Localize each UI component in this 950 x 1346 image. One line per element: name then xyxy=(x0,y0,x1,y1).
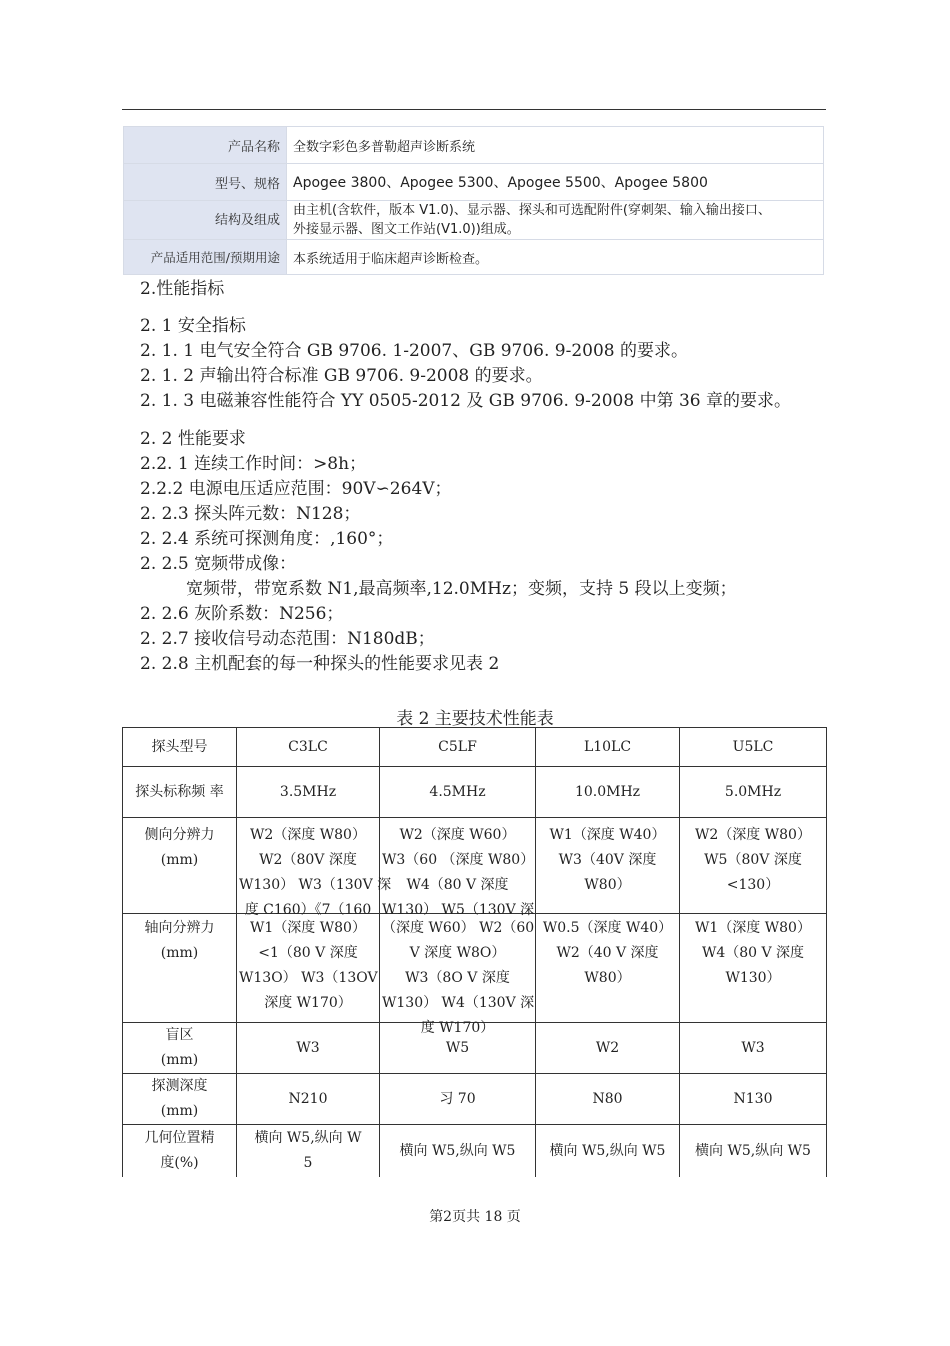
info-label: 产品名称 xyxy=(124,127,287,164)
info-value-line: 外接显示器、图文工作站(V1.0))组成。 xyxy=(293,222,520,237)
table-cell xyxy=(237,1074,380,1125)
table-cell xyxy=(536,1074,680,1125)
cell-line: 度 C160）《7（160 xyxy=(244,901,372,918)
cell-content xyxy=(538,823,677,909)
body-line: 2. 2.6 灰阶系数：N256； xyxy=(140,604,344,624)
cell-line: W13O） W3（13OV xyxy=(239,970,378,986)
cell-line: 5 xyxy=(303,1155,313,1171)
table-row xyxy=(123,818,827,914)
row-label-cell xyxy=(123,914,237,1023)
cell-line: W2（40 V 深度 xyxy=(556,945,659,961)
cell-line: W3（60 （深度 W80） xyxy=(382,851,535,868)
cell-line: W0.5（深度 W40） xyxy=(542,920,673,936)
cell-line: 5.0MHz xyxy=(724,783,782,800)
table-caption: 表 2 主要技术性能表 xyxy=(396,709,554,729)
cell-line: 横向 W5,纵向 W5 xyxy=(549,1142,666,1159)
body-line: 2. 2.5 宽频带成像： xyxy=(140,554,297,574)
cell-line: 横向 W5,纵向 W5 xyxy=(399,1142,516,1159)
table-cell xyxy=(536,1023,680,1074)
cell-content xyxy=(382,780,533,805)
cell-content xyxy=(239,1036,377,1061)
cell-line: W5 xyxy=(445,1039,470,1056)
table-cell xyxy=(680,767,827,818)
cell-line: W3 xyxy=(741,1039,765,1056)
cell-line: W1（深度 W40） xyxy=(549,826,666,843)
cell-line: 10.0MHz xyxy=(574,783,641,800)
page-footer: 第2页共 18 页 xyxy=(429,1209,521,1225)
table-header-row xyxy=(123,728,827,767)
cell-content xyxy=(239,1126,377,1176)
cell-content xyxy=(382,916,535,1036)
table-cell xyxy=(680,1074,827,1125)
cell-line: 习 70 xyxy=(439,1090,476,1107)
info-value-line: 本系统适用于临床超声诊断检查。 xyxy=(293,251,489,267)
cell-line: 盲区 xyxy=(165,1027,194,1043)
cell-content xyxy=(125,1126,234,1176)
cell-content xyxy=(125,916,234,1020)
body-line: 宽频带，带宽系数 N1,最高频率,12.0MHz；变频，支持 5 段以上变频； xyxy=(186,579,737,599)
cell-line: 4.5MHz xyxy=(429,783,486,800)
cell-line: 横向 W5,纵向 W xyxy=(254,1130,362,1146)
body-line: 2. 2.7 接收信号动态范围：N180dB； xyxy=(140,629,435,649)
table-cell xyxy=(380,1074,536,1125)
header-cell: 探头型号 xyxy=(123,728,237,767)
cell-content xyxy=(382,1036,533,1061)
body-line: 2.2.2 电源电压适应范围：90V∽264V； xyxy=(140,479,452,499)
table-cell xyxy=(536,767,680,818)
table-row xyxy=(123,1074,827,1125)
table-cell xyxy=(680,1125,827,1178)
cell-line: W130） W3（130V 深 xyxy=(239,876,392,893)
table-cell xyxy=(680,914,827,1023)
cell-content xyxy=(382,823,535,918)
cell-line: <1（80 V 深度 xyxy=(258,945,358,961)
cell-line: W130） xyxy=(725,970,781,986)
row-label-cell xyxy=(123,1023,237,1074)
cell-line: W4（80 V 深度 xyxy=(406,876,509,893)
cell-line: (mm) xyxy=(160,1052,199,1068)
subsection-heading: 2. 2 性能要求 xyxy=(140,429,246,449)
spec-table xyxy=(122,727,827,1177)
info-row xyxy=(124,127,824,164)
cell-line: (mm) xyxy=(160,1103,199,1119)
cell-line: (mm) xyxy=(160,945,199,961)
info-value xyxy=(287,127,824,164)
cell-line: W5（80V 深度 xyxy=(704,851,802,868)
cell-content xyxy=(382,1087,533,1112)
cell-content xyxy=(682,823,824,909)
section-heading: 2.性能指标 xyxy=(140,279,225,299)
cell-line: 3.5MHz xyxy=(279,783,337,800)
cell-content xyxy=(682,1036,824,1061)
table-cell xyxy=(237,767,380,818)
cell-line: W1（深度 W80） xyxy=(695,920,811,936)
body-line: 2. 1. 3 电磁兼容性能符合 YY 0505-2012 及 GB 9706. 9-2008 中第 36 章的要求。 xyxy=(140,391,792,411)
table-cell xyxy=(237,1023,380,1074)
table-cell xyxy=(680,818,827,914)
cell-content xyxy=(682,916,824,1020)
cell-line: W80） xyxy=(584,970,631,986)
info-row xyxy=(124,164,824,201)
table-cell xyxy=(380,1125,536,1178)
info-value xyxy=(287,201,824,240)
cell-content xyxy=(125,1074,234,1124)
cell-content xyxy=(538,1036,677,1061)
cell-line: W3 xyxy=(296,1039,320,1056)
cell-line: 度 W170） xyxy=(420,1020,495,1036)
body-line: 2. 2.8 主机配套的每一种探头的性能要求见表 2 xyxy=(140,654,500,674)
body-line: 2. 1. 2 声输出符合标准 GB 9706. 9-2008 的要求。 xyxy=(140,366,543,386)
info-label: 型号、规格 xyxy=(124,164,287,201)
cell-line: W3（40V 深度 xyxy=(558,851,657,868)
row-label-cell xyxy=(123,1125,237,1178)
header-cell: C3LC xyxy=(237,728,380,767)
table-cell xyxy=(380,767,536,818)
cell-line: 几何位置精 xyxy=(144,1130,215,1146)
cell-content xyxy=(682,1139,824,1164)
info-label: 结构及组成 xyxy=(124,201,287,240)
table-cell xyxy=(680,1023,827,1074)
info-label: 产品适用范围/预期用途 xyxy=(124,240,287,275)
cell-content xyxy=(538,780,677,805)
header-rule xyxy=(122,109,826,110)
table-cell xyxy=(536,914,680,1023)
cell-line: <130） xyxy=(726,876,780,893)
header-cell: L10LC xyxy=(536,728,680,767)
cell-line: W2（深度 W60） xyxy=(399,826,516,843)
cell-line: 探测深度 xyxy=(151,1078,208,1094)
info-value xyxy=(287,240,824,275)
cell-line: W80） xyxy=(584,876,631,893)
cell-line: W2（80V 深度 xyxy=(259,851,357,868)
row-label-cell xyxy=(123,818,237,914)
cell-line: W2 xyxy=(595,1039,620,1056)
cell-line: 侧向分辨力 xyxy=(144,826,215,843)
info-value xyxy=(287,164,824,201)
cell-content xyxy=(125,823,234,909)
cell-line: W1（深度 W80） xyxy=(250,920,366,936)
cell-content xyxy=(682,780,824,805)
cell-line: 横向 W5,纵向 W5 xyxy=(695,1142,811,1159)
table-cell xyxy=(237,1125,380,1178)
product-info-table xyxy=(123,126,824,275)
cell-content xyxy=(239,916,377,1020)
body-line: 2. 2.4 系统可探测角度：,160°； xyxy=(140,529,394,549)
cell-line: V 深度 W8O） xyxy=(409,945,506,961)
row-label-cell xyxy=(123,1074,237,1125)
table-cell xyxy=(237,914,380,1023)
cell-line: N130 xyxy=(733,1090,773,1107)
table-cell xyxy=(380,914,536,1036)
body-line: 2.2. 1 连续工作时间：>8h； xyxy=(140,454,367,474)
cell-content xyxy=(538,1087,677,1112)
info-row xyxy=(124,201,824,240)
cell-content xyxy=(239,1087,377,1112)
cell-content xyxy=(682,1087,824,1112)
cell-line: W130） W4（130V 深 xyxy=(382,995,535,1011)
subsection-heading: 2. 1 安全指标 xyxy=(140,316,246,336)
cell-line: W2（深度 W80） xyxy=(695,826,811,843)
table-row xyxy=(123,914,827,1023)
cell-line: W130） W5（130V 深 xyxy=(382,901,535,918)
cell-line: W3（8O V 深度 xyxy=(405,970,510,986)
cell-content xyxy=(538,1139,677,1164)
cell-content xyxy=(239,823,392,918)
cell-line: N80 xyxy=(592,1090,623,1107)
table-cell xyxy=(536,1125,680,1178)
cell-line: W4（80 V 深度 xyxy=(701,945,805,961)
body-line: 2. 1. 1 电气安全符合 GB 9706. 1-2007、GB 9706. 9-2008 的要求。 xyxy=(140,341,689,361)
cell-line: （深度 W60） W2（60 xyxy=(382,920,535,936)
cell-line: (mm) xyxy=(160,851,199,868)
cell-content xyxy=(239,780,377,805)
cell-line: N210 xyxy=(288,1090,328,1107)
info-value-line: Apogee 3800、Apogee 5300、Apogee 5500、Apogee 5800 xyxy=(293,175,708,191)
cell-content xyxy=(125,780,234,805)
cell-content xyxy=(538,916,677,1020)
table-row xyxy=(123,767,827,818)
table-cell xyxy=(536,818,680,914)
info-row xyxy=(124,240,824,275)
cell-line: 轴向分辨力 xyxy=(144,920,215,936)
table-body xyxy=(123,767,827,1178)
table-cell xyxy=(237,818,392,918)
cell-content xyxy=(382,1139,533,1164)
cell-line: 深度 W170） xyxy=(264,995,352,1011)
cell-line: 探头标称频 率 xyxy=(135,783,224,800)
header-cell: C5LF xyxy=(380,728,536,767)
cell-line: W2（深度 W80） xyxy=(250,826,366,843)
info-value-line: 由主机(含软件，版本 V1.0)、显示器、探头和可选配附件(穿刺架、输入输出接口、 xyxy=(293,203,771,218)
info-value-line: 全数字彩色多普勒超声诊断系统 xyxy=(293,139,476,155)
body-line: 2. 2.3 探头阵元数：N128； xyxy=(140,504,361,524)
header-cell: U5LC xyxy=(680,728,827,767)
table-row xyxy=(123,1125,827,1178)
table-cell xyxy=(380,818,536,918)
row-label-cell xyxy=(123,767,237,818)
cell-content xyxy=(125,1023,234,1073)
cell-line: 度(%) xyxy=(160,1155,199,1171)
